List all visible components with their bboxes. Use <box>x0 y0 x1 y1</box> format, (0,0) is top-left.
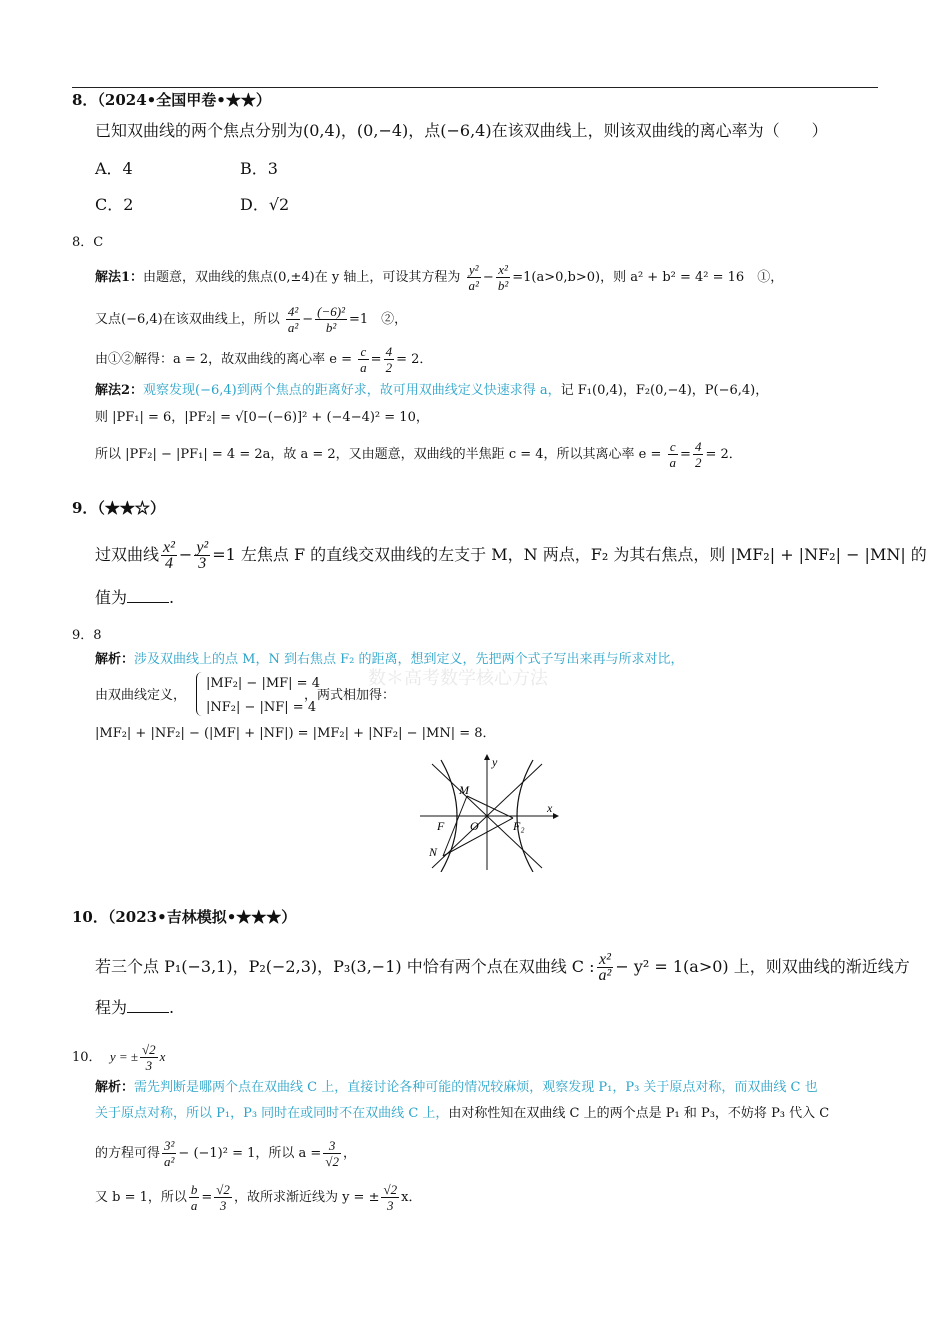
sol2-line3-text: 所以 |PF₂| − |PF₁| = 4 = 2a，故 a = 2，又由题意，双曲线的半焦距 c = 4，所以其离心率 e = <box>95 447 662 462</box>
frac-y2-3 <box>194 540 210 571</box>
answer-blank <box>127 998 169 1013</box>
q9-eq2: |NF₂| − |NF| = 4 <box>206 700 317 715</box>
frac-den: 3 <box>198 555 207 572</box>
label-x: x <box>547 801 553 815</box>
frac-sqrt2-3-b <box>214 1182 232 1213</box>
sol1-line3-text: 由①②解得：a = 2，故双曲线的离心率 e = <box>95 352 353 367</box>
frac-x2-a2 <box>597 952 614 983</box>
q10-header: 10．（2023•吉林模拟•★★★） <box>72 908 297 926</box>
q8-stem: 已知双曲线的两个焦点分别为(0,4)，(0,−4)，点(−6,4)在该双曲线上，则该双曲线的离心率为（ ） <box>95 121 828 140</box>
q10-stem-line2: 程为 . <box>95 998 175 1017</box>
q9-stem: 过双曲线 $\frac{\text{x²}}{4}$ − $\frac{\text{y²}}{3}$ =1 左焦点 F 的直线交双曲线的左支于 M，N 两点，F₂ 为其右焦点，则 |MF₂| + |NF₂| − |MN| 的 <box>95 539 927 572</box>
frac-den: 2 <box>385 360 393 375</box>
q8-sol2-line1 <box>95 381 768 401</box>
q10-analysis-tail: 由对称性知在双曲线 C 上的两个点是 P₁ 和 P₃，不妨将 P₃ 代入 C <box>448 1106 830 1121</box>
q8-sol1-line1: 解法1：由题意，双曲线的焦点(0,±4)在 y 轴上，可设其方程为 $\frac{\text{y²}}{\text{a²}}$ − $\frac{\text{x²}}{\text{b²}}$ =1(a>0,b>0)，则 a² + b² = 4² = 16 ①， <box>95 262 784 293</box>
segment-mn <box>443 796 467 856</box>
q8-option-c: C．2 <box>95 195 134 214</box>
frac-num: (−6)² <box>317 304 345 319</box>
q9-def-text: 由双曲线定义， <box>95 688 187 703</box>
frac-x2-b2 <box>496 262 510 293</box>
frac-num: 3 <box>323 1138 341 1154</box>
frac-num: y² <box>467 262 481 278</box>
q10-analysis-hint1: 需先判断是哪两个点在双曲线 C 上，直接讨论各种可能的情况较麻烦，观察发现 P₁，P₃ 关于原点对称，而双曲线 C 也 <box>134 1080 818 1095</box>
frac-num: 4 <box>694 439 702 454</box>
frac-den: 3 <box>145 1058 153 1073</box>
frac-num: x² <box>496 262 510 278</box>
q10-analysis-line4 <box>95 1182 421 1213</box>
frac-x2-4 <box>161 540 177 571</box>
q8-header: 8．（2024•全国甲卷•★★） <box>72 91 271 109</box>
sol1-label: 解法1： <box>95 270 144 285</box>
frac-num: x² <box>163 539 175 556</box>
sol2-label: 解法2： <box>95 383 144 398</box>
frac-3-sqrt2 <box>323 1138 341 1169</box>
q10-answer <box>72 1042 165 1073</box>
frac-num: b <box>190 1182 198 1197</box>
frac-den: a² <box>164 1154 175 1169</box>
q10-answer-number: 10． <box>72 1050 102 1065</box>
q10-answer-pre: y = ± <box>109 1049 138 1064</box>
label-n: N <box>429 845 438 859</box>
q10-stem-post: − y² = 1(a>0) 上，则双曲线的渐近线方 <box>615 957 910 976</box>
frac-den: a² <box>287 320 299 335</box>
frac-32-a2 <box>162 1138 176 1169</box>
y-axis-arrow <box>484 754 490 760</box>
frac-4-2 <box>384 344 395 375</box>
q8-sol2-line3: 所以 |PF₂| − |PF₁| = 4 = 2a，故 a = 2，又由题意，双曲线的半焦距 c = 4，所以其离心率 e = $\frac{c}{a}$ = $\frac{4}{2}$ = 2． <box>95 439 742 470</box>
frac-y2-a2 <box>467 262 481 293</box>
q10-stem-pre: 若三个点 P₁(−3,1)，P₂(−2,3)，P₃(3,−1) 中恰有两个点在双曲线 C : <box>95 957 595 976</box>
q10-line4-mid: ，故所求渐近线为 y = ± <box>233 1190 380 1205</box>
frac-4-2-b <box>693 439 704 470</box>
q8-sol1-line3: 由①②解得：a = 2，故双曲线的离心率 e = $\frac{c}{a}$ = $\frac{4}{2}$ = 2． <box>95 344 433 375</box>
label-m: M <box>459 783 469 797</box>
answer-blank <box>127 588 169 603</box>
q10-analysis-hint2: 关于原点对称，所以 P₁，P₃ 同时在或同时不在双曲线 C 上， <box>95 1106 449 1121</box>
frac-den: 3 <box>219 1198 227 1213</box>
q10-stem <box>95 952 910 983</box>
x-axis-arrow <box>553 813 559 819</box>
q8-option-b: B．3 <box>240 159 278 178</box>
q9-answer: 9．8 <box>72 628 102 643</box>
hyperbola-figure <box>415 752 560 872</box>
frac-den: a² <box>468 278 479 293</box>
segment-mf2 <box>467 796 513 818</box>
q9-eq1: |MF₂| − |MF| = 4 <box>206 676 320 691</box>
q9-analysis-hint: 涉及双曲线上的点 M，N 到右焦点 F₂ 的距离，想到定义，先把两个式子写出来再与所求对比， <box>134 652 684 667</box>
label-y: y <box>492 755 498 769</box>
q9-blank-label: 值为 <box>95 588 128 607</box>
q9-header: 9．（★★☆） <box>72 499 165 517</box>
q10-line4-eq: = <box>201 1190 213 1205</box>
frac-62-b2 <box>315 304 347 335</box>
sol2-line3-tail: = 2． <box>705 447 742 462</box>
q8-option-d: D．√2 <box>240 195 290 214</box>
frac-den: 4 <box>164 555 173 572</box>
frac-c-a-2 <box>668 439 679 470</box>
frac-num: x² <box>597 952 614 968</box>
frac-den: b² <box>325 320 337 335</box>
q9-system-brace <box>196 672 205 716</box>
frac-den: 3 <box>387 1198 394 1213</box>
q9-stem-line2: 值为 . <box>95 588 175 607</box>
frac-num: 4 <box>385 344 393 359</box>
frac-num: y² <box>196 539 209 556</box>
sol2-hint: 观察发现(−6,4)到两个焦点的距离好求，故可用双曲线定义快速求得 a， <box>143 383 561 398</box>
q9-stem-post: =1 左焦点 F 的直线交双曲线的左支于 M，N 两点，F₂ 为其右焦点，则 |MF₂| + |NF₂| − |MN| 的 <box>212 545 927 564</box>
q8-option-a: A．4 <box>95 159 133 178</box>
q10-line3-pre: 的方程可得 <box>95 1146 161 1161</box>
frac-den: 2 <box>694 455 702 470</box>
frac-num: 4² <box>287 304 299 319</box>
q10-answer-post: x <box>159 1049 166 1064</box>
q10-analysis-label: 解析： <box>95 1080 135 1095</box>
watermark: 数＊高考数学核心方法 <box>368 668 548 689</box>
q10-analysis-line1 <box>95 1078 818 1098</box>
frac-num: √2 <box>142 1042 156 1057</box>
frac-num: √2 <box>383 1182 398 1197</box>
q10-blank-label: 程为 <box>95 998 128 1017</box>
frac-den: a² <box>598 967 612 984</box>
sol1-line2-tail: =1 ②， <box>349 312 408 327</box>
frac-num: √2 <box>216 1182 230 1197</box>
q8-sol1-line2: 又点(−6,4)在该双曲线上，所以 $\frac{\text{4²}}{\text{a²}}$ − $\frac{\text{(−6)²}}{\text{b²}}$ =1 ②， <box>95 304 408 335</box>
q8-answer: 8．C <box>72 235 104 250</box>
frac-den: a <box>190 1198 198 1213</box>
top-rule <box>72 87 878 88</box>
sol1-text: 由题意，双曲线的焦点(0,±4)在 y 轴上，可设其方程为 <box>143 270 461 285</box>
sol1-line3-tail: = 2． <box>396 352 433 367</box>
q9-sum-text: ，两式相加得： <box>304 688 396 703</box>
q9-result: |MF₂| + |NF₂| − (|MF| + |NF|) = |MF₂| + |NF₂| − |MN| = 8． <box>95 726 496 741</box>
frac-den: a <box>669 455 677 470</box>
frac-den: √2 <box>325 1154 339 1169</box>
frac-den: a <box>360 360 367 375</box>
label-o: O <box>470 819 479 833</box>
q10-analysis-line3 <box>95 1138 356 1169</box>
frac-b-a <box>189 1182 200 1213</box>
q10-line4-tail: x． <box>401 1190 422 1205</box>
q9-stem-pre: 过双曲线 <box>95 545 160 564</box>
frac-num: c <box>358 344 369 360</box>
frac-num: 3² <box>164 1138 175 1153</box>
frac-sqrt2-3 <box>140 1042 158 1073</box>
frac-42-a2 <box>286 304 300 335</box>
q10-line3-mid: − (−1)² = 1，所以 a = <box>178 1146 322 1161</box>
frac-num: c <box>668 439 679 455</box>
q10-line3-tail: ， <box>342 1146 356 1161</box>
sol2-tail: 记 F₁(0,4)，F₂(0,−4)，P(−6,4)， <box>560 383 769 398</box>
label-f2: F₂ <box>513 819 525 833</box>
sol1-line2-text: 又点(−6,4)在该双曲线上，所以 <box>95 312 280 327</box>
sol1-tail: =1(a>0,b>0)，则 a² + b² = 4² = 16 ①， <box>512 270 784 285</box>
q10-line4-pre: 又 b = 1，所以 <box>95 1190 187 1205</box>
frac-den: b² <box>497 278 509 293</box>
q9-analysis-label: 解析： <box>95 652 135 667</box>
q8-sol2-line2: 则 |PF₁| = 6，|PF₂| = √[0−(−6)]² + (−4−4)² = 10， <box>95 410 429 425</box>
frac-sqrt2-3-c <box>381 1182 399 1213</box>
frac-c-a <box>358 344 369 375</box>
label-f: F <box>437 819 445 833</box>
q10-analysis-line2 <box>95 1104 829 1124</box>
